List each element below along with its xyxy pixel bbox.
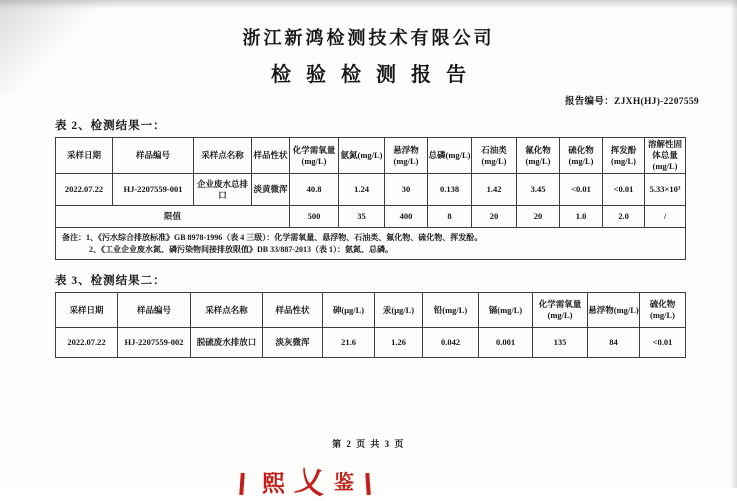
header-cell: 采样点名称 (194, 138, 252, 174)
table2-notes-row (56, 228, 686, 260)
limit-cell: 8 (428, 206, 472, 228)
data-cell: 40.8 (290, 174, 339, 206)
table3-header-row (56, 293, 686, 328)
data-cell: HJ-2207559-002 (118, 328, 191, 358)
data-cell: <0.01 (560, 174, 603, 206)
header-cell: 石油类(mg/L) (472, 138, 517, 174)
table2-caption: 表 2、检测结果一： (55, 120, 166, 132)
header-cell: 氨氮(mg/L) (339, 138, 385, 174)
data-cell: 5.33×10³ (645, 174, 686, 206)
table2-header-row (56, 138, 686, 174)
scan-shadow-right (730, 0, 737, 488)
table2-sample-row (56, 174, 686, 206)
data-cell: 84 (588, 328, 640, 358)
scan-shadow-top (0, 0, 737, 9)
results-table-3 (55, 292, 686, 358)
table3-caption: 表 3、检测结果二： (55, 275, 166, 288)
header-cell: 汞(μg/L) (375, 293, 423, 328)
data-cell: 2022.07.22 (56, 174, 113, 206)
red-seal-stamp (238, 464, 380, 501)
header-cell: 溶解性固体总量(mg/L) (645, 138, 686, 174)
results-table-2 (55, 137, 686, 260)
data-cell: 淡黄微浑 (252, 174, 290, 206)
header-cell: 氟化物(mg/L) (517, 138, 560, 174)
data-cell: <0.01 (603, 174, 645, 206)
data-cell: 1.24 (339, 174, 385, 206)
notes-cell (56, 228, 686, 260)
header-cell: 总磷(mg/L) (428, 138, 472, 174)
report-number (0, 93, 699, 107)
header-cell: 硫化物(mg/L) (560, 138, 603, 174)
report-number-label: 报告编号： (564, 97, 614, 107)
table2-limit-row (56, 206, 686, 228)
data-cell: 30 (385, 174, 428, 206)
stamp-glyph: 鉴 (334, 472, 354, 494)
limit-cell: 20 (472, 206, 517, 228)
header-cell: 悬浮物(mg/L) (588, 293, 640, 328)
header-cell: 采样日期 (56, 138, 113, 174)
stamp-stroke-left (239, 473, 245, 495)
header-cell: 化学需氧量(mg/L) (533, 293, 588, 328)
limit-cell: 1.0 (560, 206, 603, 228)
header-cell: 铅(mg/L) (423, 293, 479, 328)
limit-cell: 20 (517, 206, 560, 228)
data-cell: 企业废水总排口 (194, 174, 252, 206)
note-line-1: 备注：1、《污水综合排放标准》GB 8978-1996（表 4 三级）：化学需氧量、悬浮物、石油类、氟化物、硫化物、挥发酚。 (62, 232, 483, 242)
data-cell: 3.45 (517, 174, 560, 206)
header-cell: 挥发酚(mg/L) (603, 138, 645, 174)
header-cell: 采样点名称 (191, 293, 263, 328)
data-cell: 2022.07.22 (56, 328, 118, 358)
stamp-glyph: 熙 (262, 471, 285, 496)
company-name: 浙江新鸿检测技术有限公司 (242, 28, 495, 48)
header-cell: 样品性状 (252, 138, 290, 174)
limit-cell: 2.0 (603, 206, 645, 228)
data-cell: 0.001 (479, 328, 533, 358)
data-cell: 0.138 (428, 174, 472, 206)
header-cell: 硫化物(mg/L) (640, 293, 686, 328)
data-cell: 1.26 (375, 328, 423, 358)
header-cell: 样品性状 (263, 293, 323, 328)
data-cell: 脱硫废水排放口 (191, 328, 263, 358)
data-cell: 淡灰微浑 (263, 328, 323, 358)
table3-sample-row (56, 328, 686, 358)
header-cell: 化学需氧量(mg/L) (290, 138, 339, 174)
header-cell: 采样日期 (56, 293, 118, 328)
page-footer: 第 2 页 共 3 页 (332, 439, 405, 449)
report-title: 检验检测报告 (271, 64, 481, 86)
data-cell: 0.042 (423, 328, 479, 358)
data-cell: 1.42 (472, 174, 517, 206)
data-cell: 135 (533, 328, 588, 358)
limit-cell: 35 (339, 206, 385, 228)
header-cell: 镉(mg/L) (479, 293, 533, 328)
stamp-stroke-right (365, 473, 371, 495)
limit-label-cell: 限值 (56, 206, 290, 228)
header-cell: 样品编号 (118, 293, 191, 328)
limit-cell: 500 (290, 206, 339, 228)
header-cell: 样品编号 (113, 138, 194, 174)
header-cell: 砷(μg/L) (323, 293, 375, 328)
report-number-value: ZJXH(HJ)-2207559 (613, 97, 699, 107)
note-line-2: 2、《工业企业废水氮、磷污染物间接排放限值》DB 33/887-2013（表 1）：氨氮、总磷。 (89, 244, 393, 254)
stamp-glyph: 乂 (292, 464, 328, 501)
header-cell: 悬浮物(mg/L) (385, 138, 428, 174)
data-cell: <0.01 (640, 328, 686, 358)
limit-cell: / (645, 206, 686, 228)
data-cell: 21.6 (323, 328, 375, 358)
data-cell: HJ-2207559-001 (113, 174, 194, 206)
limit-cell: 400 (385, 206, 428, 228)
scan-shadow-corner (0, 0, 110, 95)
